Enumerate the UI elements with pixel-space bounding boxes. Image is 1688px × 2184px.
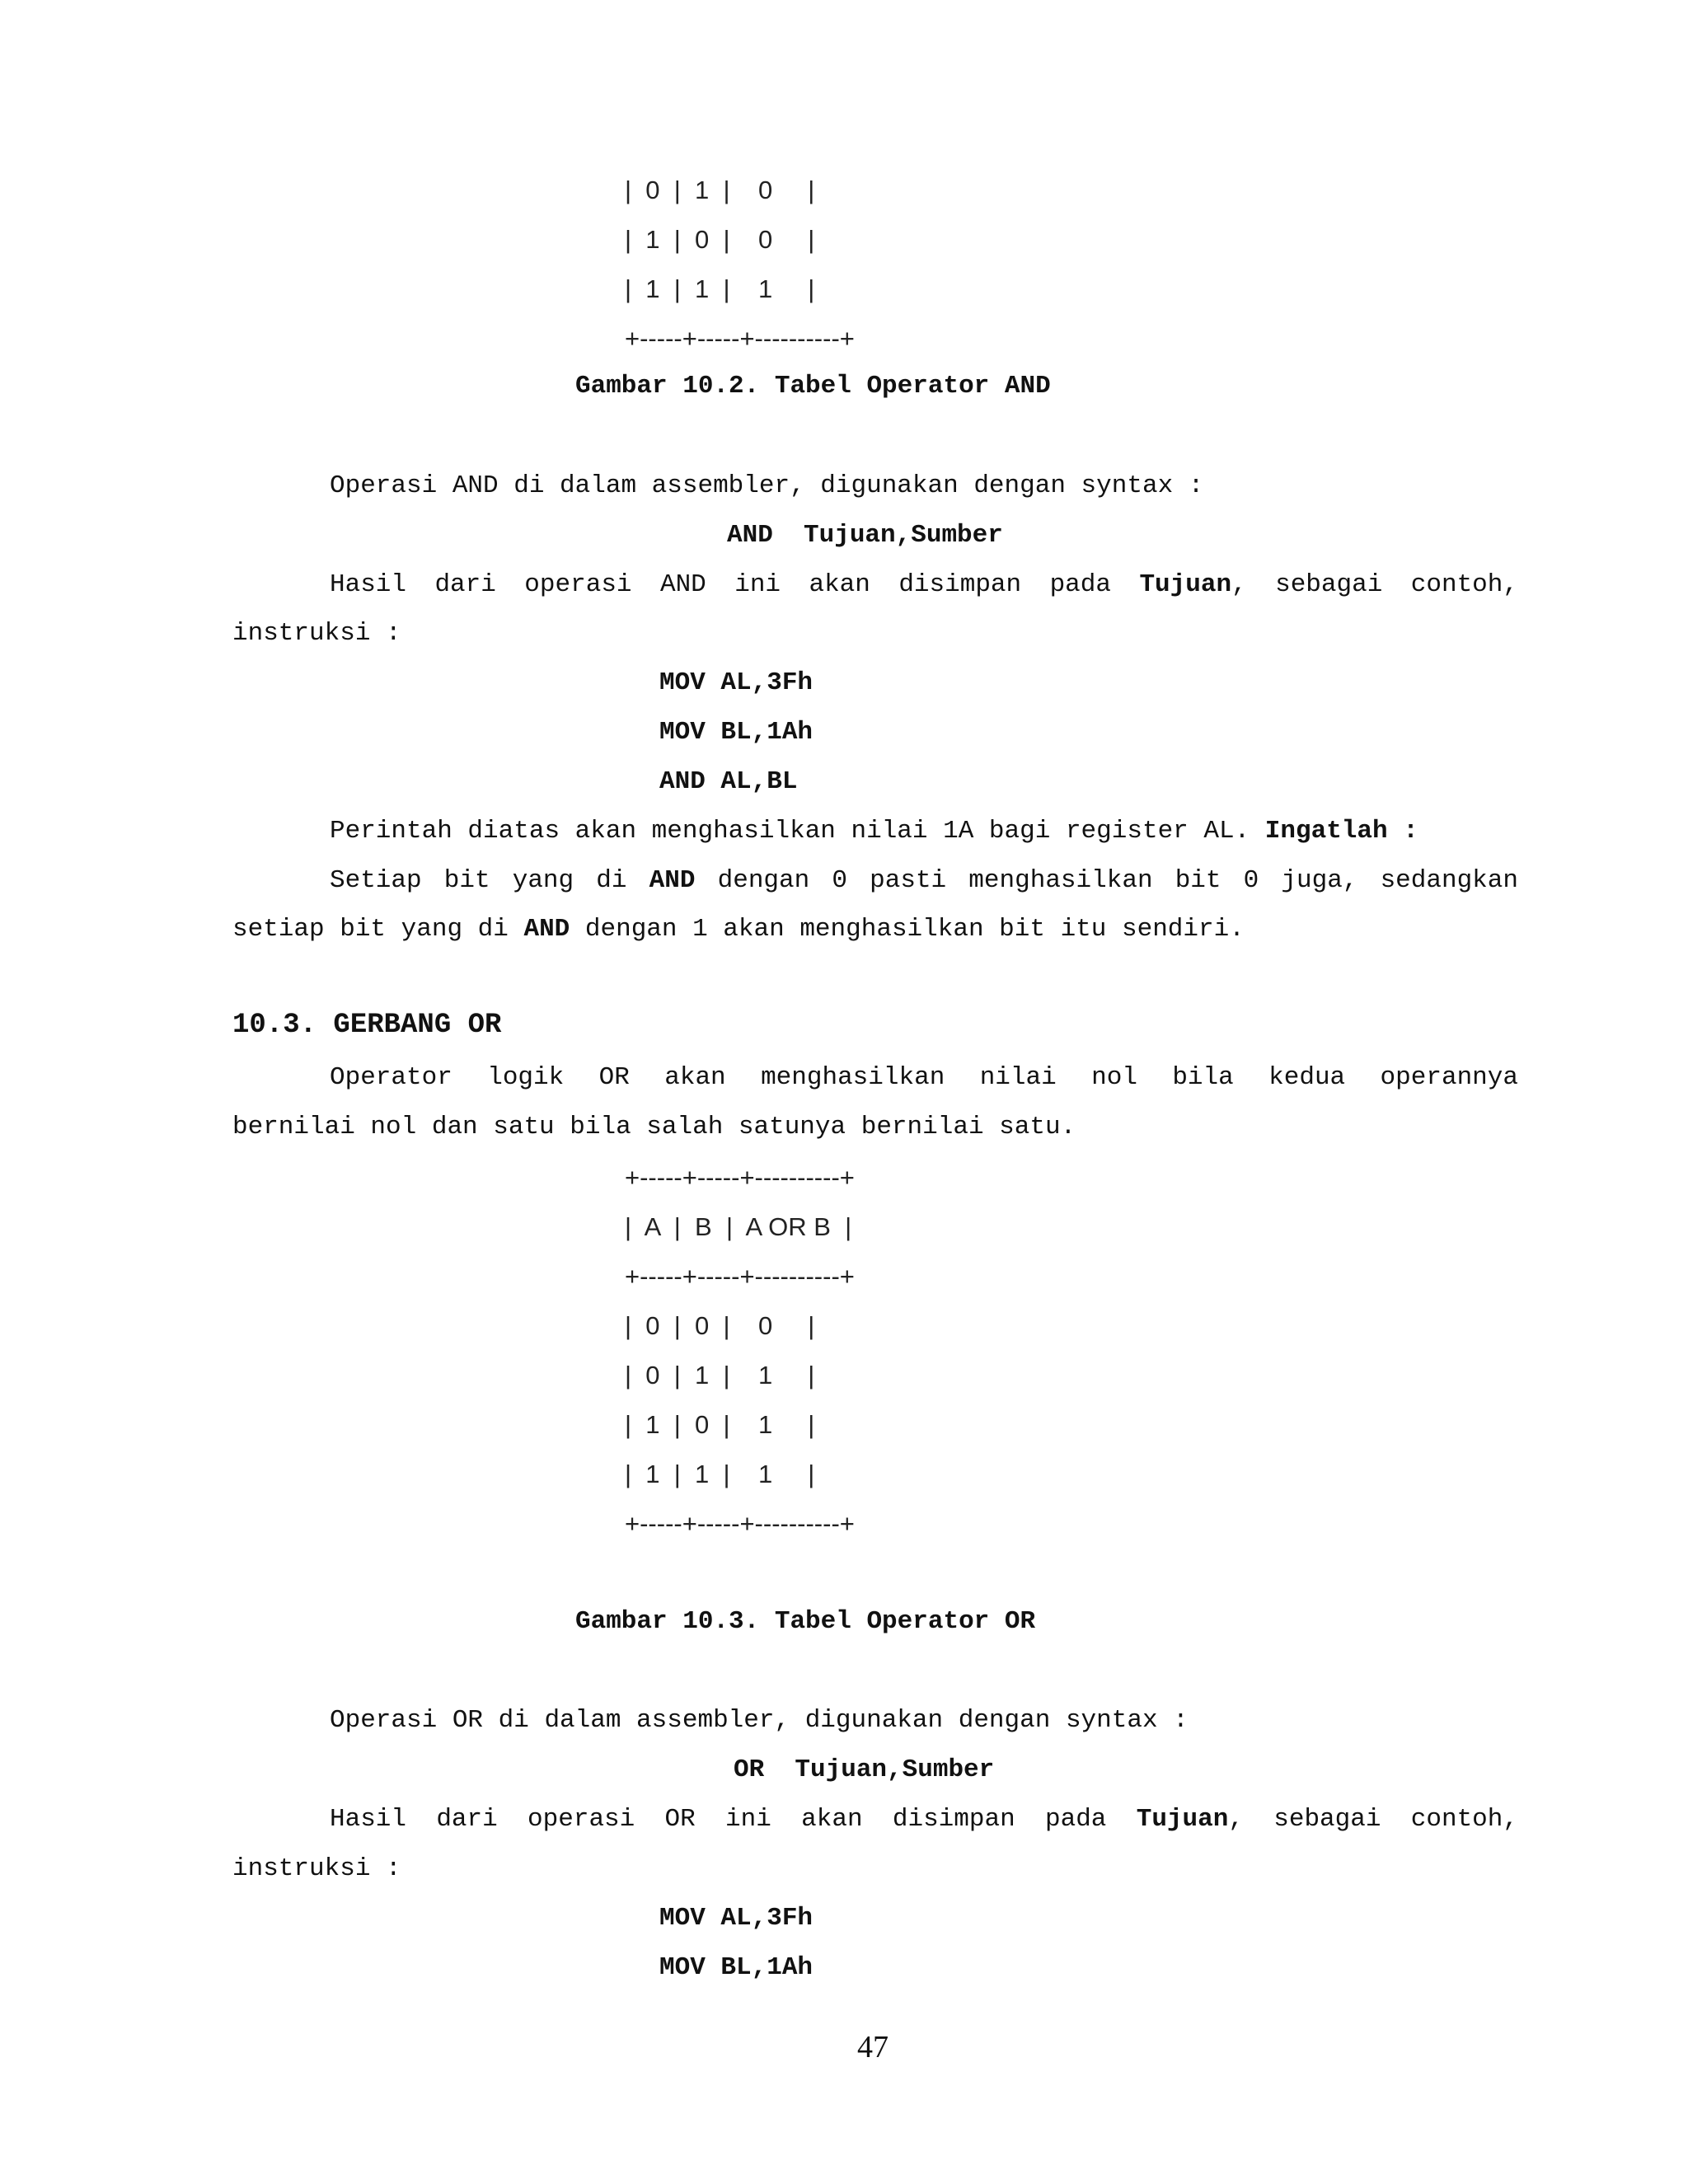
or-code-line-2: MOV BL,1Ah <box>659 1953 814 1982</box>
and-syntax: AND Tujuan,Sumber <box>727 521 1003 550</box>
or-result-line: Hasil dari operasi OR ini akan disimpan pada Tujuan, sebagai contoh, <box>330 1805 1518 1834</box>
and-table-caption: Gambar 10.2. Tabel Operator AND <box>575 372 1051 401</box>
or-table-row-2: | 0 | 1 | 1 | <box>625 1361 815 1390</box>
and-syntax-intro: Operasi AND di dalam assembler, digunakan dengan syntax : <box>330 471 1204 500</box>
and-table-bottom-border: +-----+-----+----------+ <box>625 324 855 353</box>
and-code-line-2: MOV BL,1Ah <box>659 718 814 747</box>
or-table-bottom-border: +-----+-----+----------+ <box>625 1509 855 1538</box>
and-table-row-2: | 1 | 0 | 0 | <box>625 225 815 254</box>
or-table-row-3: | 1 | 0 | 1 | <box>625 1410 815 1439</box>
or-table-caption: Gambar 10.3. Tabel Operator OR <box>575 1607 1036 1636</box>
or-intro-line-1: Operator logik OR akan menghasilkan nilai nol bila kedua operannya <box>330 1063 1518 1092</box>
or-code-line-1: MOV AL,3Fh <box>659 1904 814 1933</box>
or-table-header: | A | B | A OR B | <box>625 1212 852 1241</box>
or-table-top-border: +-----+-----+----------+ <box>625 1163 855 1192</box>
and-code-line-1: MOV AL,3Fh <box>659 668 814 697</box>
and-code-line-3: AND AL,BL <box>659 767 798 796</box>
or-table-header-border: +-----+-----+----------+ <box>625 1262 855 1291</box>
or-section-heading: 10.3. GERBANG OR <box>232 1010 502 1041</box>
and-result-line: Hasil dari operasi AND ini akan disimpan pada Tujuan, sebagai contoh, <box>330 570 1518 599</box>
page-number: 47 <box>857 2030 889 2064</box>
and-note-line: Perintah diatas akan menghasilkan nilai 1A bagi register AL. Ingatlah : <box>330 817 1418 846</box>
and-table-row-1: | 0 | 1 | 0 | <box>625 176 815 204</box>
or-syntax-intro: Operasi OR di dalam assembler, digunakan dengan syntax : <box>330 1706 1189 1735</box>
and-table-row-3: | 1 | 1 | 1 | <box>625 274 815 303</box>
and-result-continuation: instruksi : <box>232 619 401 648</box>
or-syntax: OR Tujuan,Sumber <box>734 1755 995 1784</box>
and-rule-line-1: Setiap bit yang di AND dengan 0 pasti menghasilkan bit 0 juga, sedangkan <box>330 866 1518 895</box>
or-result-continuation: instruksi : <box>232 1854 401 1883</box>
or-table-row-4: | 1 | 1 | 1 | <box>625 1460 815 1488</box>
or-table-row-1: | 0 | 0 | 0 | <box>625 1311 815 1340</box>
or-intro-line-2: bernilai nol dan satu bila salah satunya bernilai satu. <box>232 1113 1076 1141</box>
and-rule-line-2: setiap bit yang di AND dengan 1 akan menghasilkan bit itu sendiri. <box>232 915 1245 944</box>
